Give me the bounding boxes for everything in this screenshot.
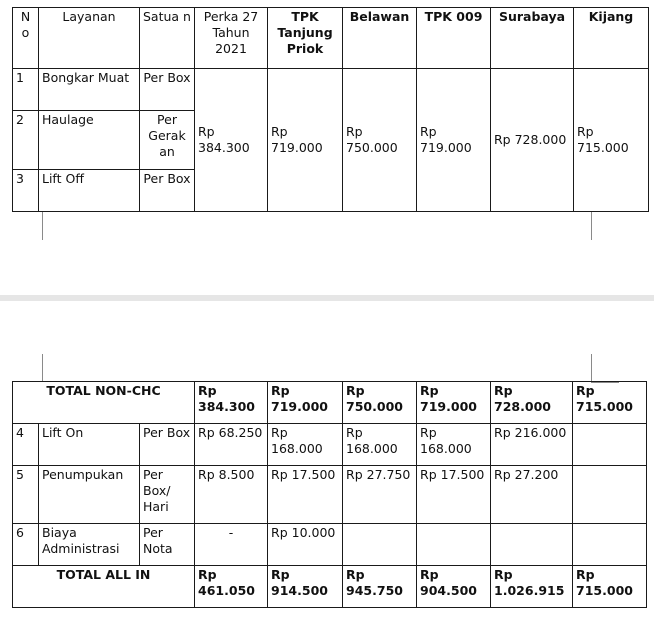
row-no: 6	[13, 524, 39, 566]
page-break	[0, 295, 654, 301]
header-layanan: Layanan	[39, 8, 140, 69]
row-value: Rp 68.250	[195, 424, 268, 466]
row-value: Rp 168.000	[268, 424, 343, 466]
total-non-chc-value: Rp 719.000	[417, 382, 491, 424]
row-layanan: Biaya Administrasi	[39, 524, 140, 566]
header-tpk-009: TPK 009	[417, 8, 491, 69]
table-row	[13, 524, 647, 566]
table-row	[13, 466, 647, 524]
row-value: Rp 168.000	[343, 424, 417, 466]
row-satuan: Per Box/ Hari	[140, 466, 195, 524]
total-all-in-label: TOTAL ALL IN	[13, 566, 195, 608]
row-value: Rp 17.500	[417, 466, 491, 524]
row-value	[573, 524, 647, 566]
value-surabaya: Rp 728.000	[491, 69, 574, 212]
header-satuan: Satua n	[140, 8, 195, 69]
row-value	[573, 466, 647, 524]
row-no: 2	[13, 111, 39, 170]
total-non-chc-value: Rp 384.300	[195, 382, 268, 424]
row-layanan: Penumpukan	[39, 466, 140, 524]
row-value: Rp 168.000	[417, 424, 491, 466]
value-tpk-009: Rp 719.000	[417, 69, 491, 212]
row-value	[417, 524, 491, 566]
row-layanan: Haulage	[39, 111, 140, 170]
row-satuan: Per Box	[140, 69, 195, 111]
margin-guide-right-bottom	[591, 354, 592, 382]
value-belawan: Rp 750.000	[343, 69, 417, 212]
row-value	[573, 424, 647, 466]
total-all-in-value: Rp 945.750	[343, 566, 417, 608]
header-no: N o	[13, 8, 39, 69]
total-all-in-value: Rp 715.000	[573, 566, 647, 608]
row-satuan: Per Gerak an	[140, 111, 195, 170]
table-row	[13, 424, 647, 466]
total-non-chc-row	[13, 382, 647, 424]
header-tpk-tanjung-priok: TPK Tanjung Priok	[268, 8, 343, 69]
total-non-chc-value: Rp 728.000	[491, 382, 573, 424]
total-all-in-value: Rp 914.500	[268, 566, 343, 608]
total-non-chc-label: TOTAL NON-CHC	[13, 382, 195, 424]
tariff-table-top	[12, 7, 649, 212]
tariff-table-bottom	[12, 381, 647, 608]
row-value: Rp 10.000	[268, 524, 343, 566]
row-no: 4	[13, 424, 39, 466]
row-satuan: Per Box	[140, 424, 195, 466]
value-tpk-tanjung-priok: Rp 719.000	[268, 69, 343, 212]
row-value: Rp 216.000	[491, 424, 573, 466]
total-non-chc-value: Rp 750.000	[343, 382, 417, 424]
margin-guide-right-top	[591, 212, 592, 240]
total-all-in-value: Rp 461.050	[195, 566, 268, 608]
value-perka: Rp 384.300	[195, 69, 268, 212]
total-non-chc-value: Rp 715.000	[573, 382, 647, 424]
row-layanan: Bongkar Muat	[39, 69, 140, 111]
row-value: Rp 27.200	[491, 466, 573, 524]
total-all-in-value: Rp 904.500	[417, 566, 491, 608]
header-kijang: Kijang	[574, 8, 649, 69]
total-non-chc-value: Rp 719.000	[268, 382, 343, 424]
row-value: -	[195, 524, 268, 566]
margin-guide-left-top	[42, 212, 43, 240]
row-no: 1	[13, 69, 39, 111]
row-layanan: Lift On	[39, 424, 140, 466]
header-row	[13, 8, 649, 69]
row-satuan: Per Box	[140, 170, 195, 212]
margin-guide-left-bottom	[42, 354, 43, 382]
row-satuan: Per Nota	[140, 524, 195, 566]
row-no: 5	[13, 466, 39, 524]
value-kijang: Rp 715.000	[574, 69, 649, 212]
header-surabaya: Surabaya	[491, 8, 574, 69]
row-value: Rp 8.500	[195, 466, 268, 524]
row-value: Rp 17.500	[268, 466, 343, 524]
row-no: 3	[13, 170, 39, 212]
row-value: Rp 27.750	[343, 466, 417, 524]
table-row	[13, 69, 649, 111]
total-all-in-row	[13, 566, 647, 608]
total-all-in-value: Rp 1.026.915	[491, 566, 573, 608]
row-layanan: Lift Off	[39, 170, 140, 212]
row-value	[343, 524, 417, 566]
header-perka: Perka 27 Tahun 2021	[195, 8, 268, 69]
header-belawan: Belawan	[343, 8, 417, 69]
row-value	[491, 524, 573, 566]
